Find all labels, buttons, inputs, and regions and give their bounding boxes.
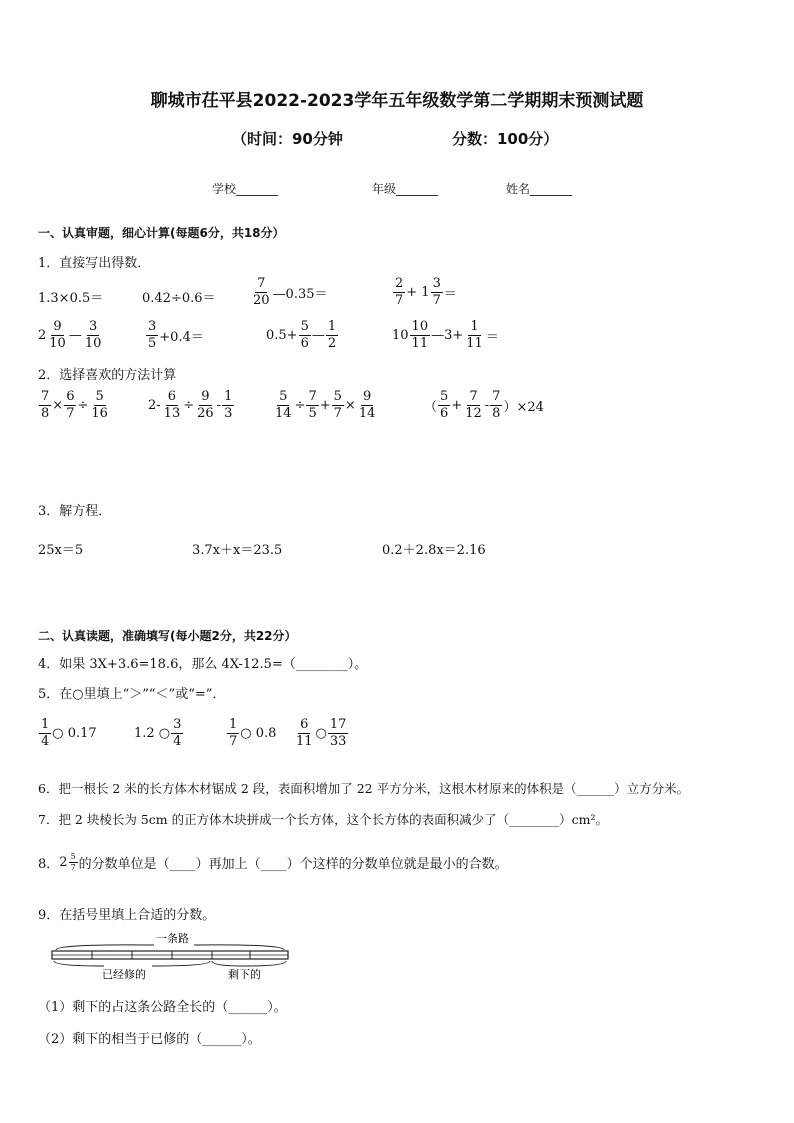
fraction: $\frac{5}{14}$	[275, 389, 292, 421]
fraction: $\frac{3}{4}$	[173, 717, 182, 749]
road-diagram	[44, 928, 294, 982]
fraction: $\frac{6}{11}$	[296, 717, 313, 749]
question-5-label: 5．在○里填上“＞”“＜”或“=”．	[38, 687, 226, 702]
fraction: $\frac{6}{13}$	[163, 389, 181, 421]
fraction: $\frac{1}{2}$	[327, 319, 337, 351]
fraction: $\frac{5}{6}$	[440, 389, 449, 421]
fraction: $\frac{7}{8}$	[41, 389, 50, 421]
fraction: $\frac{17}{33}$	[329, 717, 347, 749]
fraction: $\frac{1}{7}$	[229, 717, 238, 749]
q5-compare-a: $\frac{1}{4}$ ○ 0.17	[41, 717, 97, 749]
q1-item-g: 0.5+ $\frac{5}{6}$ — $\frac{1}{2}$	[266, 319, 337, 351]
q2-expression-1: $\frac{7}{8}$ × $\frac{6}{7}$ ÷ $\frac{5}{16}$	[41, 389, 108, 421]
brace-left	[54, 961, 210, 966]
q5-compare-c: $\frac{1}{7}$ ○ 0.8	[229, 717, 277, 749]
fraction: $\frac{2}{7}$	[395, 276, 404, 308]
section-2-heading: 二、认真读题，准确填写(每小题2分，共22分）	[38, 629, 297, 643]
grade-field: 年级_______	[372, 182, 439, 196]
fraction: $\frac{10}{11}$	[411, 319, 429, 351]
diagram-label-top: 一条路	[156, 932, 189, 945]
fraction: $\frac{7}{20}$	[253, 276, 270, 308]
fraction: $\frac{1}{11}$	[466, 319, 483, 351]
question-9-label: 9．在括号里填上合适的分数。	[38, 908, 216, 923]
question-9-part-1: （1）剩下的占这条公路全长的（______）。	[38, 1000, 287, 1015]
brace-right	[212, 961, 286, 966]
question-3-label: 3．解方程．	[38, 504, 112, 519]
page-title: 聊城市茌平县2022-2023学年五年级数学第二学期期末预测试题	[150, 91, 644, 111]
question-8: 8． 2 $\frac{5}{7}$ 的分数单位是（____）再加上（____）个这样的分数单位就是最小的合数。	[38, 852, 508, 873]
fraction: $\frac{6}{7}$	[66, 389, 75, 421]
brace-top	[56, 945, 284, 950]
equation-c: 0.2＋2.8x＝2.16	[382, 543, 486, 558]
fraction: $\frac{7}{12}$	[465, 389, 482, 421]
fraction: $\frac{5}{7}$	[70, 852, 76, 873]
q1-item-c: $\frac{7}{20}$ —0.35＝	[253, 276, 328, 308]
q1-item-a: 1.3×0.5＝	[38, 291, 104, 306]
fraction: $\frac{7}{5}$	[308, 389, 317, 421]
question-9-part-2: （2）剩下的相当于已修的（______）。	[38, 1032, 261, 1047]
q2-expression-4: （ $\frac{5}{6}$ + $\frac{7}{12}$ - $\frac{7}{8}$ ）×24	[424, 389, 544, 421]
question-6: 6．把一根长 2 米的长方体木材锯成 2 段，表面积增加了 22 平方分米，这根木材原来的体积是（______）立方分米。	[38, 781, 690, 796]
question-1-label: 1．直接写出得数．	[38, 256, 151, 271]
fraction: $\frac{5}{16}$	[91, 389, 108, 421]
fraction: $\frac{3}{5}$	[148, 319, 157, 351]
exam-score: 分数：100分）	[452, 130, 559, 148]
fraction: $\frac{3}{7}$	[432, 276, 441, 308]
q1-item-f: $\frac{3}{5}$ +0.4＝	[148, 319, 204, 351]
equation-b: 3.7x＋x＝23.5	[192, 543, 283, 558]
q5-compare-b: 1.2 ○ $\frac{3}{4}$	[134, 717, 182, 749]
name-field: 姓名_______	[506, 182, 573, 196]
fraction: $\frac{3}{10}$	[84, 319, 102, 351]
diagram-label-left: 已经修的	[102, 968, 146, 981]
fraction: $\frac{9}{26}$	[197, 389, 214, 421]
fraction: $\frac{9}{14}$	[358, 389, 376, 421]
q1-item-h: 10 $\frac{10}{11}$ —3+ $\frac{1}{11}$ ＝	[392, 319, 499, 351]
question-2-label: 2．选择喜欢的方法计算	[38, 368, 177, 383]
diagram-label-right: 剩下的	[228, 968, 261, 981]
q1-item-d: $\frac{2}{7}$ + 1 $\frac{3}{7}$ ＝	[395, 276, 457, 308]
q1-item-e: 2 $\frac{9}{10}$ — $\frac{3}{10}$	[38, 319, 102, 351]
q2-expression-2: 2- $\frac{6}{13}$ ÷ $\frac{9}{26}$ - $\frac{1}{3}$	[148, 389, 233, 421]
fraction: $\frac{7}{8}$	[492, 389, 501, 421]
exam-time: （时间：90分钟	[232, 130, 343, 148]
school-field: 学校_______	[212, 182, 279, 196]
question-7: 7．把 2 块棱长为 5cm 的正方体木块拼成一个长方体，这个长方体的表面积减少了（________）cm²。	[38, 812, 608, 827]
fraction: $\frac{5}{6}$	[300, 319, 309, 351]
q1-item-b: 0.42÷0.6＝	[142, 291, 216, 306]
fraction: $\frac{5}{7}$	[333, 389, 342, 421]
fraction: $\frac{1}{3}$	[224, 389, 233, 421]
equation-a: 25x＝5	[38, 543, 84, 558]
fraction: $\frac{1}{4}$	[41, 717, 50, 749]
section-1-heading: 一、认真审题，细心计算(每题6分，共18分）	[38, 226, 285, 240]
q2-expression-3: $\frac{5}{14}$ ÷ $\frac{7}{5}$ + $\frac{5}{7}$ × $\frac{9}{14}$	[275, 389, 376, 421]
question-4: 4．如果 3X+3.6=18.6，那么 4X-12.5=（________）。	[38, 657, 368, 672]
fraction: $\frac{9}{10}$	[49, 319, 66, 351]
q5-compare-d: $\frac{6}{11}$ ○ $\frac{17}{33}$	[296, 717, 347, 749]
